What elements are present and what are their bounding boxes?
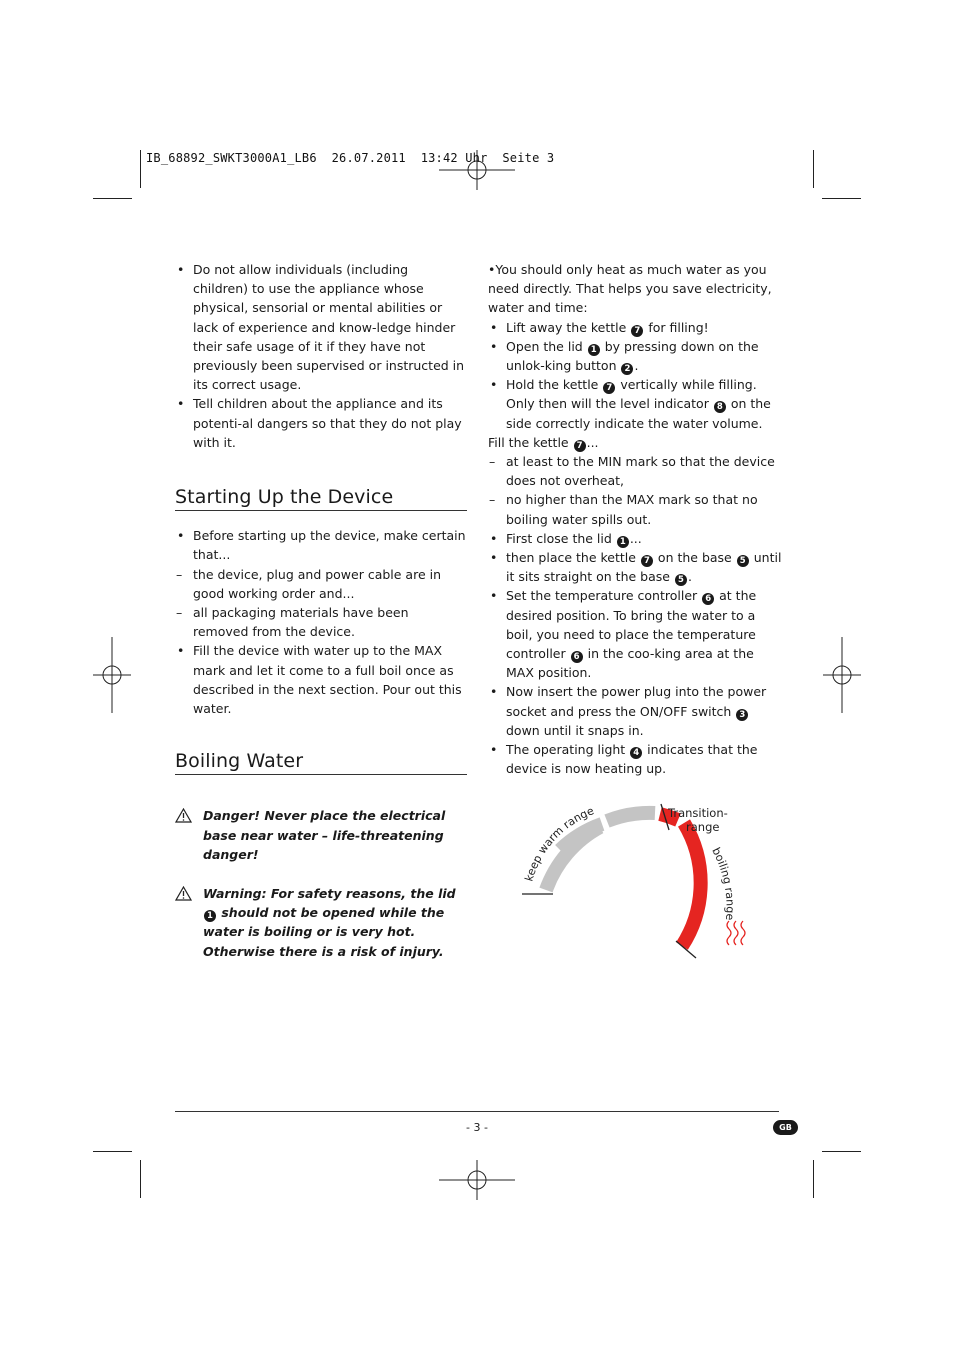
page-number: - 3 - [466,1121,488,1134]
print-slug: IB_68892_SWKT3000A1_LB6 26.07.2011 13:42 Uhr Seite 3 [146,151,555,165]
intro-paragraph: •You should only heat as much water as you need directly. That helps you save electricity, water and time: [488,262,772,316]
keep-warm-arc-2 [607,813,655,821]
warning-notice: Warning: For safety reasons, the lid 1 should not be opened while the water is boiling or is very hot. Otherwise there is a risk of injury. [175,884,467,961]
danger-notice: Danger! Never place the electrical base near water – life-threatening danger! [175,806,467,864]
list-item: • Open the lid 1 by pressing down on the unlok-king button 2 . [490,338,759,375]
language-badge: GB [773,1120,798,1135]
list-item: • Hold the kettle 7 vertically while filling. Only then will the level indicator 8 on the side correctly indicate the water volume. [490,377,771,431]
list-item: – the device, plug and power cable are in good working order and... [176,566,442,601]
list-item: • Lift away the kettle 7 for filling! [490,319,709,336]
right-column [488,260,784,778]
list-item: • Fill the device with water up to the MAX mark and let it come to a full boil once as described in the next section. Pour out this water. [177,643,462,717]
list-item: • First close the lid 1 ... [490,530,642,547]
number-7-badge: 7 [574,440,586,452]
list-item: • The operating light 4 indicates that the device is now heating up. [490,742,758,777]
number-7-badge: 7 [603,382,615,394]
transition-label-line2: range [686,820,720,834]
number-3-badge: 3 [736,709,748,721]
boiling-range-label: boiling range [709,845,737,921]
number-8-badge: 8 [714,401,726,413]
list-item: • Before starting up the device, make certain that... [177,528,466,563]
heading-starting-up: Starting Up the Device [175,488,467,511]
number-1-badge: 1 [617,536,629,548]
number-5-badge: 5 [675,574,687,586]
number-6-badge: 6 [571,651,583,663]
list-item: – no higher than the MAX mark so that no boiling water spills out. [489,492,758,527]
list-item: • Set the temperature controller 6 at the desired position. To bring the water to a boil, you need to place the temperature controller 6 in the coo-king area at the MAX position. [490,588,757,681]
list-item: • Now insert the power plug into the power socket and press the ON/OFF switch 3 down until it snaps in. [490,684,767,738]
temperature-dial-diagram [500,780,780,970]
warning-triangle-icon [175,808,192,823]
list-item: • then place the kettle 7 on the base 5 until it sits straight on the base 5 . [490,550,782,586]
number-1-badge: 1 [204,910,216,922]
transition-label-line1: Transition- [668,806,728,820]
boiling-arc [682,823,701,946]
heading-boiling-water: Boiling Water [175,752,467,775]
number-1-badge: 1 [588,344,600,356]
number-7-badge: 7 [631,325,643,337]
keep-warm-label: keep warm range [522,804,596,883]
number-7-badge: 7 [641,555,653,567]
warning-triangle-icon [175,886,192,901]
list-item: • Do not allow individuals (including children) to use the appliance whose physical, sensorial or mental abilities or lack of experience and know-ledge hinder their safe usage of it if they have not previously been supervised or instructed in its correct usage. [177,262,465,393]
left-column [175,260,467,961]
number-6-badge: 6 [702,593,714,605]
number-5-badge: 5 [737,555,749,567]
steam-icon [727,921,745,945]
number-2-badge: 2 [621,363,633,375]
fill-line: Fill the kettle 7 ... [488,434,599,451]
footer-rule [175,1111,779,1112]
list-item: – all packaging materials have been removed from the device. [176,605,409,640]
list-item: • Tell children about the appliance and its potenti-al dangers so that they do not play with it. [177,396,462,450]
number-4-badge: 4 [630,747,642,759]
list-item: – at least to the MIN mark so that the device does not overheat, [489,454,775,489]
